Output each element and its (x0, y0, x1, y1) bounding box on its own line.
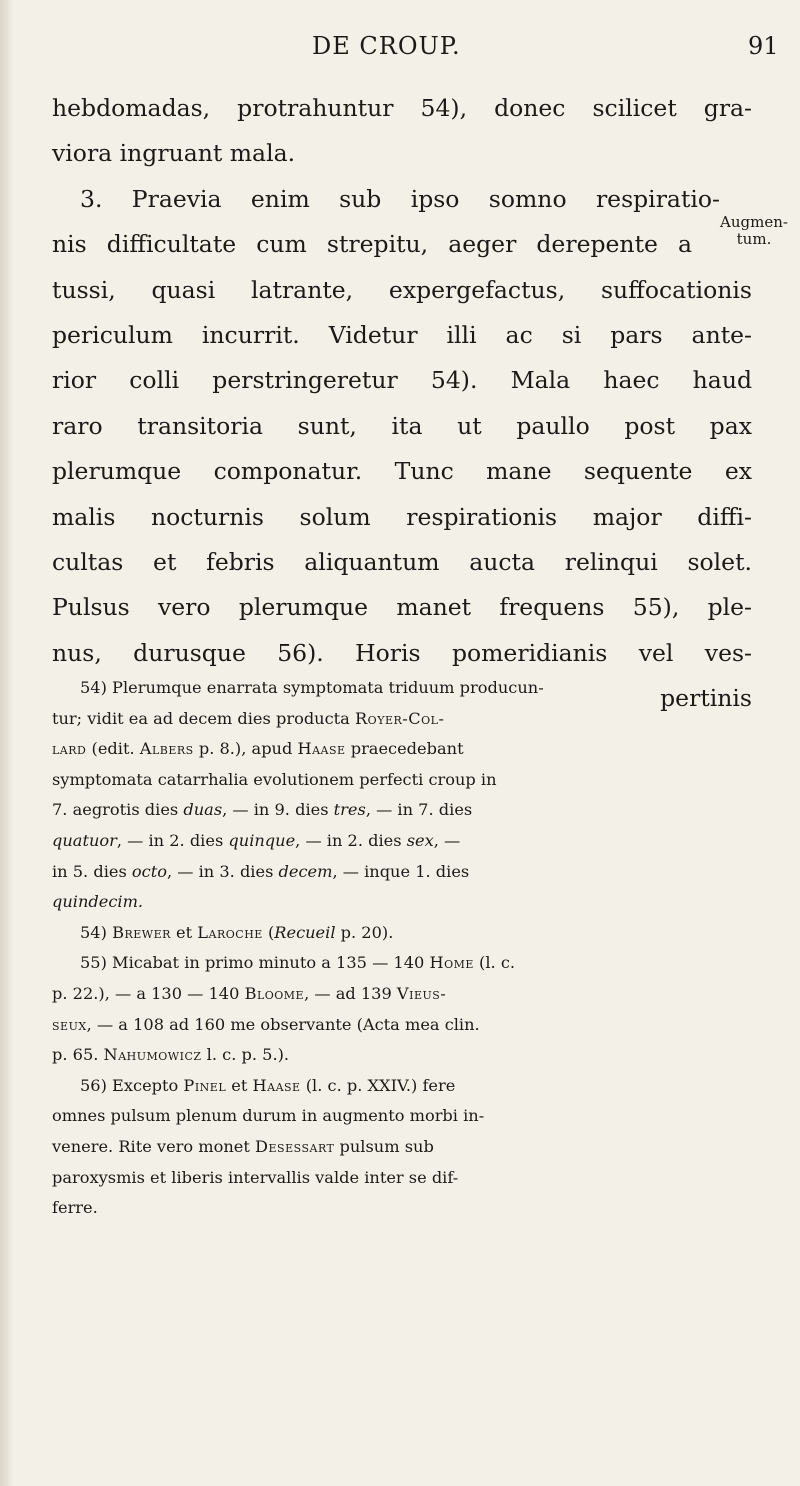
footnote-line (52, 1101, 752, 1132)
footnote-text: praecedebant (345, 739, 464, 759)
author-name: Laroche (197, 922, 263, 942)
footnote-text: (l. c. (473, 953, 516, 973)
footnotes (52, 673, 752, 1224)
footnote-line (52, 704, 752, 735)
footnote-line (52, 948, 752, 979)
footnote-line (52, 979, 752, 1010)
italic-word: Recueil (274, 922, 336, 942)
footnote-text: 56) Excepto (80, 1075, 184, 1095)
footnote-text: tur; vidit ea ad decem dies producta (52, 708, 355, 728)
footnote-line (52, 1010, 752, 1041)
italic-word: tres (333, 800, 366, 820)
author-name: Desessart (255, 1136, 335, 1156)
italic-word: decem (278, 861, 333, 881)
author-name: lard (52, 739, 87, 759)
footnote-55 (52, 948, 752, 1070)
footnote-text: (edit. (86, 739, 140, 759)
text-line: pertinis (660, 684, 752, 713)
footnote-text: (l. c. p. XXIV.) fere (300, 1075, 456, 1095)
italic-word: sex (406, 830, 434, 850)
footnote-text: p. 20). (335, 922, 394, 942)
footnote-text: , — in 3. dies (166, 861, 279, 881)
footnote-56 (52, 1071, 752, 1224)
footnote-line (52, 857, 752, 888)
running-title: DE CROUP. (312, 32, 461, 60)
footnote-line (52, 795, 752, 826)
footnote-text: in 5. dies (52, 861, 132, 881)
author-name: Haase (252, 1075, 301, 1095)
author-name: Haase (297, 739, 346, 759)
footnote-text: 7. aegrotis dies (52, 800, 184, 820)
footnote-text: p. 22.), — a 130 — 140 (52, 983, 245, 1003)
footnote-line (52, 765, 752, 796)
footnote-text: pulsum sub (334, 1136, 434, 1156)
author-name: Home (429, 953, 474, 973)
footnote-54a (52, 673, 752, 918)
footnote-line (52, 1163, 752, 1194)
author-name: seux (52, 1014, 87, 1034)
footnote-line (52, 1193, 752, 1224)
footnote-text: l. c. p. 5.). (201, 1045, 290, 1065)
text-line: hebdomadas, protrahuntur 54), donec scilicet gra- (52, 94, 752, 122)
footnote-text: 55) Micabat in primo minuto a 135 — 140 (80, 953, 430, 973)
text-line: tussi, quasi latrante, expergefactus, suffocationis (52, 275, 752, 304)
footnote-text: ( (262, 922, 275, 942)
footnote-text: , — in 9. dies (222, 800, 334, 820)
italic-word: octo (131, 861, 167, 881)
footnote-text: et (226, 1075, 253, 1095)
footnote-text: paroxysmis et liberis intervallis valde inter se dif- (52, 1167, 459, 1187)
italic-word: quatuor (52, 830, 117, 850)
footnote-line (52, 918, 752, 949)
footnote-line (52, 1071, 752, 1102)
text-line: rior colli perstringeretur 54). Mala haec haud (52, 366, 752, 395)
footnote-text: omnes pulsum plenum durum in augmento morbi in- (52, 1106, 485, 1126)
footnote-text: , — in 7. dies (365, 800, 473, 820)
author-name: Brewer (112, 922, 171, 942)
text-line: viora ingruant mala. (52, 139, 296, 168)
footnote-text: et (170, 922, 198, 942)
author-name: Nahumowicz (103, 1045, 202, 1065)
footnote-text: , — (433, 830, 461, 850)
text-line: Pulsus vero plerumque manet frequens 55), ple- (52, 593, 752, 622)
footnote-text: , — ad 139 (304, 983, 397, 1003)
footnote-54b (52, 918, 752, 949)
footnote-text: ferre. (52, 1198, 98, 1218)
footnote-text: , — in 2. dies (295, 830, 407, 850)
footnote-text: p. 8.), apud (193, 739, 298, 759)
footnote-line (52, 673, 752, 704)
author-name: Vieus- (396, 983, 447, 1003)
text-line: periculum incurrit. Videtur illi ac si pars ante- (52, 321, 752, 350)
footnote-text: venere. Rite vero monet (52, 1136, 256, 1156)
footnote-line (52, 1132, 752, 1163)
footnote-line (52, 1040, 752, 1071)
margin-note-line-1: Augmen- (720, 213, 788, 231)
author-name: Royer-Col- (354, 708, 445, 728)
footnote-line (52, 734, 752, 765)
text-line: plerumque componatur. Tunc mane sequente ex (52, 457, 752, 486)
footnote-text: 54) Plerumque enarrata symptomata triduum producun- (80, 678, 544, 697)
text-line: nis difficultate cum strepitu, aeger derepente a (52, 230, 692, 259)
footnote-line (52, 826, 752, 857)
text-line: 3. Praevia enim sub ipso somno respiratio- (80, 184, 720, 213)
main-text (52, 86, 752, 722)
author-name: Pinel (183, 1075, 227, 1095)
footnote-text: 54) (80, 922, 113, 942)
margin-note-line-2: tum. (736, 230, 772, 248)
italic-word: duas (183, 800, 223, 820)
footnote-text: , — in 2. dies (116, 830, 229, 850)
text-line: malis nocturnis solum respirationis major diffi- (52, 502, 752, 531)
text-line: cultas et febris aliquantum aucta relinqui solet. (52, 548, 752, 577)
author-name: Bloome (244, 983, 305, 1003)
page-number: 91 (748, 32, 779, 60)
footnote-text: , — a 108 ad 160 me observante (Acta mea clin. (86, 1014, 480, 1034)
italic-word: quindecim. (52, 892, 144, 912)
footnote-text: symptomata catarrhalia evolutionem perfecti croup in (52, 769, 497, 789)
author-name: Albers (139, 739, 194, 759)
italic-word: quinque (228, 830, 296, 850)
footnote-text: p. 65. (52, 1045, 104, 1065)
footnote-text: , — inque 1. dies (332, 861, 470, 881)
text-line: nus, durusque 56). Horis pomeridianis vel ves- (52, 638, 752, 667)
page-header (0, 28, 800, 68)
page-gutter-shadow (0, 0, 14, 1486)
text-line: raro transitoria sunt, ita ut paullo post pax (52, 411, 752, 440)
footnote-line (52, 887, 752, 918)
